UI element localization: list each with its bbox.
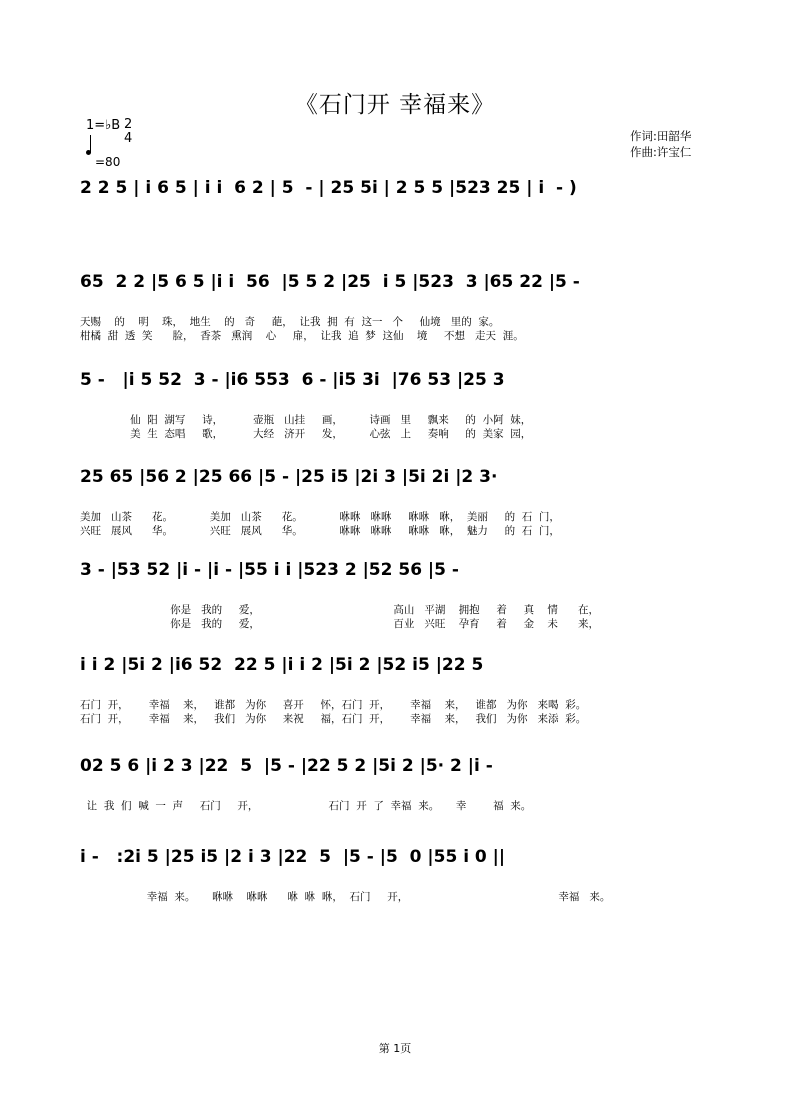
composer: 作曲:许宝仁 — [630, 145, 692, 159]
notation-text: i - :2i 5 |25 i5 |2 i 3 |22 5 |5 - |5 0 |55 i 0 || — [80, 847, 506, 867]
lyric-verse-2: 兴旺 展风 华。 兴旺 展风 华。 咻咻 咻咻 咻咻 咻， 魅力 的 石 门， — [80, 525, 560, 537]
lyric-verse-1: 石门 开， 幸福 来， 谁都 为你 喜开 怀，石门 开， 幸福 来， 谁都 为你 来喝 彩。 — [80, 699, 587, 711]
notation-text: 25 65 |56 2 |25 66 |5 - |25 i5 |2i 3 |5i 2i |2 3· — [80, 467, 498, 487]
lyric-verse-1: 美加 山茶 花。 美加 山茶 花。 咻咻 咻咻 咻咻 咻， 美丽 的 石 门， — [80, 511, 560, 523]
tempo-marking: =80 — [95, 155, 121, 169]
song-title: 《石门开 幸福来》 — [294, 92, 496, 118]
lyric-verse-2: 美 生 态唱 歌， 大经 济开 发， 心弦 上 奏响 的 美家 园， — [80, 428, 532, 440]
notation-text: 65 2 2 |5 6 5 |i i 56 |5 5 2 |25 i 5 |523 3 |65 22 |5 - — [80, 272, 580, 292]
lyric-verse-2: 你是 我的 爱， 百业 兴旺 孕育 着 金 未 来， — [80, 618, 599, 630]
meter-top: 2 — [124, 117, 133, 132]
time-signature — [124, 118, 132, 146]
lyric-verse-2: 石门 开， 幸福 来， 我们 为你 来祝 福，石门 开， 幸福 来， 我们 为你 来添 彩。 — [80, 713, 587, 725]
notation-text: 02 5 6 |i 2 3 |22 5 |5 - |22 5 2 |5i 2 |5· 2 |i - — [80, 756, 493, 776]
lyricist: 作词:田韶华 — [630, 129, 692, 143]
lyric-verse-1: 天赐 的 明 珠， 地生 的 奇 葩， 让我 拥 有 这一 个 仙境 里的 家。 — [80, 316, 500, 328]
lyric-verse-1: 你是 我的 爱， 高山 平湖 拥抱 着 真 情 在， — [80, 604, 599, 616]
lyric-verse-1: 让 我 们 喊 一 声 石门 开， 石门 开 了 幸福 来。 幸 福 来。 — [80, 800, 532, 812]
notation-text: i i 2 |5i 2 |i6 52 22 5 |i i 2 |5i 2 |52 i5 |22 5 — [80, 655, 484, 675]
key-signature: 1=♭B — [86, 118, 121, 133]
lyric-verse-1: 幸福 来。 咻咻 咻咻 咻 咻 咻， 石门 开， 幸福 来。 — [80, 891, 611, 903]
notation-text: 3 - |53 52 |i - |i - |55 i i |523 2 |52 56 |5 - — [80, 560, 459, 580]
notation-text: 2 2 5 | i 6 5 | i i 6 2 | 5 - | 25 5i | 2 5 5 |523 25 | i - ) — [80, 178, 577, 198]
page-number: 第 1页 — [378, 1042, 412, 1055]
lyric-verse-2: 柑橘 甜 透 笑 脸， 香茶 熏润 心 扉， 让我 追 梦 这仙 境 不想 走天 涯。 — [80, 330, 524, 342]
meter-bottom: 4 — [124, 131, 133, 146]
lyric-verse-1: 仙 阳 湖写 诗， 壶瓶 山挂 画， 诗画 里 飘来 的 小阿 妹， — [80, 414, 532, 426]
notation-text: 5 - |i 5 52 3 - |i6 553 6 - |i5 3i |76 53 |25 3 — [80, 370, 505, 390]
quarter-note-icon — [86, 150, 91, 155]
